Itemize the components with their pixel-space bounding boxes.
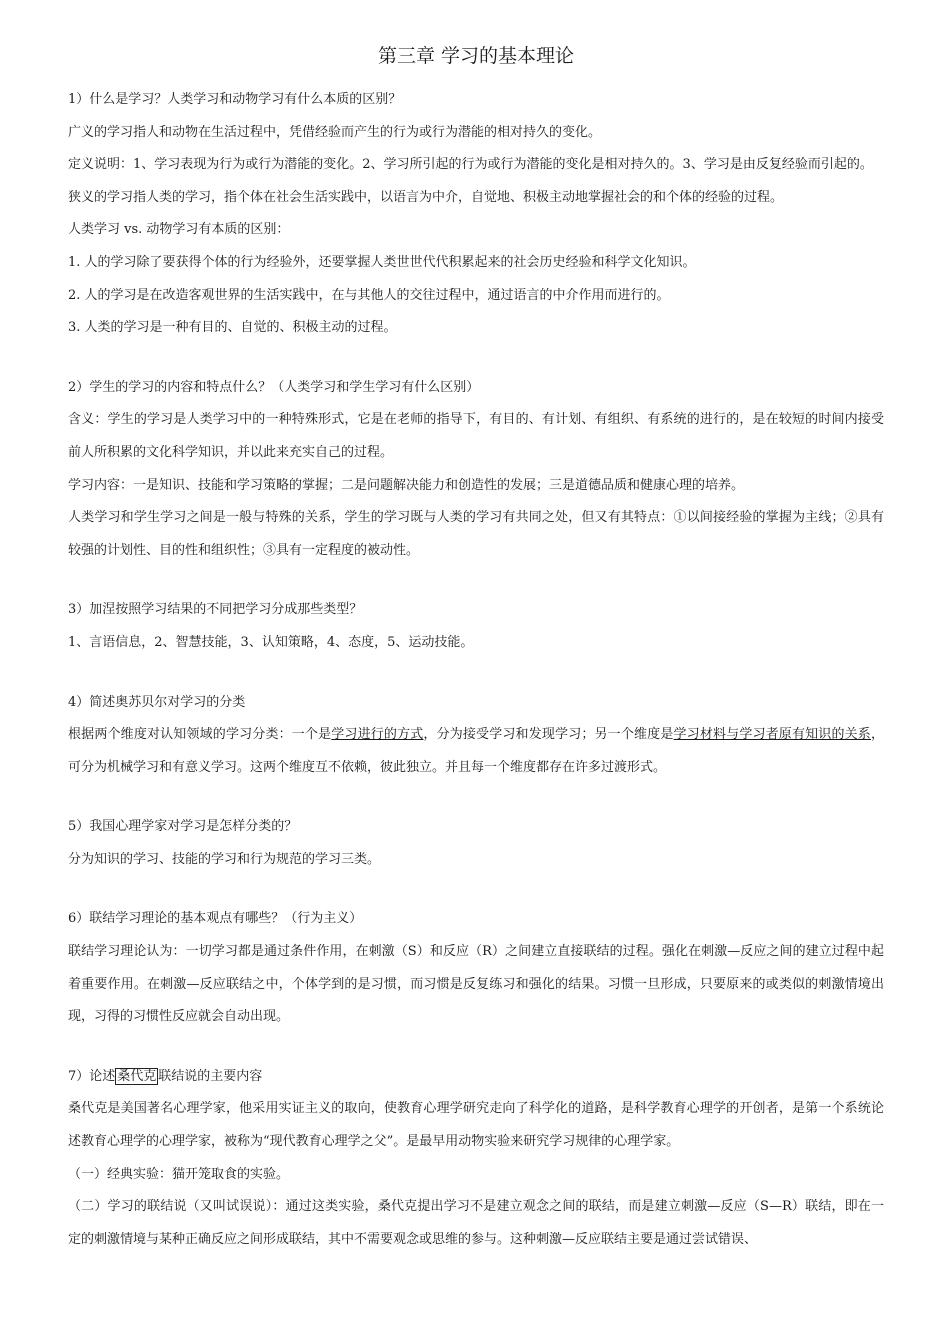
text-run: 根据两个维度对认知领域的学习分类：一个是 bbox=[68, 727, 332, 743]
text-run: 7）论述 bbox=[68, 1068, 116, 1084]
paragraph: 定义说明：1、学习表现为行为或行为潜能的变化。2、学习所引起的行为或行为潜能的变化是相对持久的。3、学习是由反复经验而引起的。 bbox=[68, 157, 873, 173]
question-6: 6）联结学习理论的基本观点有哪些？（行为主义） bbox=[68, 911, 363, 927]
text-run: ，分为接受学习和发现学习；另一个维度是 bbox=[423, 727, 674, 743]
underlined-term: 学习材料与学习者原有知识的关系 bbox=[673, 727, 871, 743]
underlined-term: 学习进行的方式 bbox=[331, 727, 424, 743]
paragraph: 狭义的学习指人类的学习，指个体在社会生活实践中，以语言为中介，自觉地、积极主动地掌握社会的和个体的经验的过程。 bbox=[68, 189, 784, 205]
paragraph: （二）学习的联结说（又叫试误说）：通过这类实验，桑代克提出学习不是建立观念之间的联结，而是建立刺激—反应（S—R）联结，即在一定的刺激情境与某种正确反应之间形成联结，其中不需要观念或思维的参与。这种刺激—反应联结主要是通过尝试错误、 bbox=[68, 1199, 884, 1247]
paragraph bbox=[68, 719, 884, 784]
question-5: 5）我国心理学家对学习是怎样分类的？ bbox=[68, 819, 298, 835]
question-3: 3）加涅按照学习结果的不同把学习分成那些类型？ bbox=[68, 602, 363, 618]
paragraph: 学习内容：一是知识、技能和学习策略的掌握；二是问题解决能力和创造性的发展；三是道德品质和健康心理的培养。 bbox=[68, 477, 745, 493]
text-run: 联结说的主要内容 bbox=[158, 1068, 263, 1084]
list-item: 1. 人的学习除了要获得个体的行为经验外，还要掌握人类世世代代积累起来的社会历史经验和科学文化知识。 bbox=[68, 254, 696, 270]
question-4: 4）简述奥苏贝尔对学习的分类 bbox=[68, 694, 246, 710]
question-1: 1）什么是学习？人类学习和动物学习有什么本质的区别？ bbox=[68, 92, 402, 107]
text-run: ，可分为机械学习和有意义学习。这两个维度互不依赖，彼此独立。并且每一个维度都存在许多过渡形式。 bbox=[68, 727, 884, 775]
paragraph: 分为知识的学习、技能的学习和行为规范的学习三类。 bbox=[68, 851, 381, 867]
list-item: 2. 人的学习是在改造客观世界的生活实践中，在与其他人的交往过程中，通过语言的中介作用而进行的。 bbox=[68, 287, 670, 303]
paragraph: 1、言语信息，2、智慧技能，3、认知策略，4、态度，5、运动技能。 bbox=[68, 634, 474, 650]
paragraph: 桑代克是美国著名心理学家，他采用实证主义的取向，使教育心理学研究走向了科学化的道路，是科学教育心理学的开创者，是第一个系统论述教育心理学的心理学家，被称为“现代教育心理学之父”。是最早用动物实验来研究学习规律的心理学家。 bbox=[68, 1101, 884, 1150]
question-7 bbox=[68, 1061, 884, 1094]
paragraph: 含义：学生的学习是人类学习中的一种特殊形式，它是在老师的指导下，有目的、有计划、有组织、有系统的进行的，是在较短的时间内接受前人所积累的文化科学知识，并以此来充实自己的过程。 bbox=[68, 412, 884, 460]
paragraph: 人类学习和学生学习之间是一般与特殊的关系，学生的学习既与人类的学习有共同之处，但又有其特点：①以间接经验的掌握为主线；②具有较强的计划性、目的性和组织性；③具有一定程度的被动性。 bbox=[68, 510, 884, 558]
boxed-term: 桑代克 bbox=[117, 1068, 157, 1084]
paragraph: 人类学习 vs. 动物学习有本质的区别： bbox=[68, 222, 290, 238]
document-page bbox=[68, 42, 884, 1256]
list-item: 3. 人类的学习是一种有目的、自觉的、积极主动的过程。 bbox=[68, 320, 397, 336]
paragraph: 联结学习理论认为：一切学习都是通过条件作用，在刺激（S）和反应（R）之间建立直接联结的过程。强化在刺激—反应之间的建立过程中起着重要作用。在刺激—反应联结之中，个体学到的是习惯，而习惯是反复练习和强化的结果。习惯一旦形成，只要原来的或类似的刺激情境出现，习得的习惯性反应就会自动出现。 bbox=[68, 944, 884, 1025]
question-2: 2）学生的学习的内容和特点什么？（人类学习和学生学习有什么区别） bbox=[68, 379, 480, 395]
paragraph: （一）经典实验：猫开笼取食的实验。 bbox=[68, 1166, 290, 1182]
paragraph: 广义的学习指人和动物在生活过程中，凭借经验而产生的行为或行为潜能的相对持久的变化。 bbox=[68, 124, 602, 140]
chapter-title: 第三章 学习的基本理论 bbox=[377, 45, 575, 67]
